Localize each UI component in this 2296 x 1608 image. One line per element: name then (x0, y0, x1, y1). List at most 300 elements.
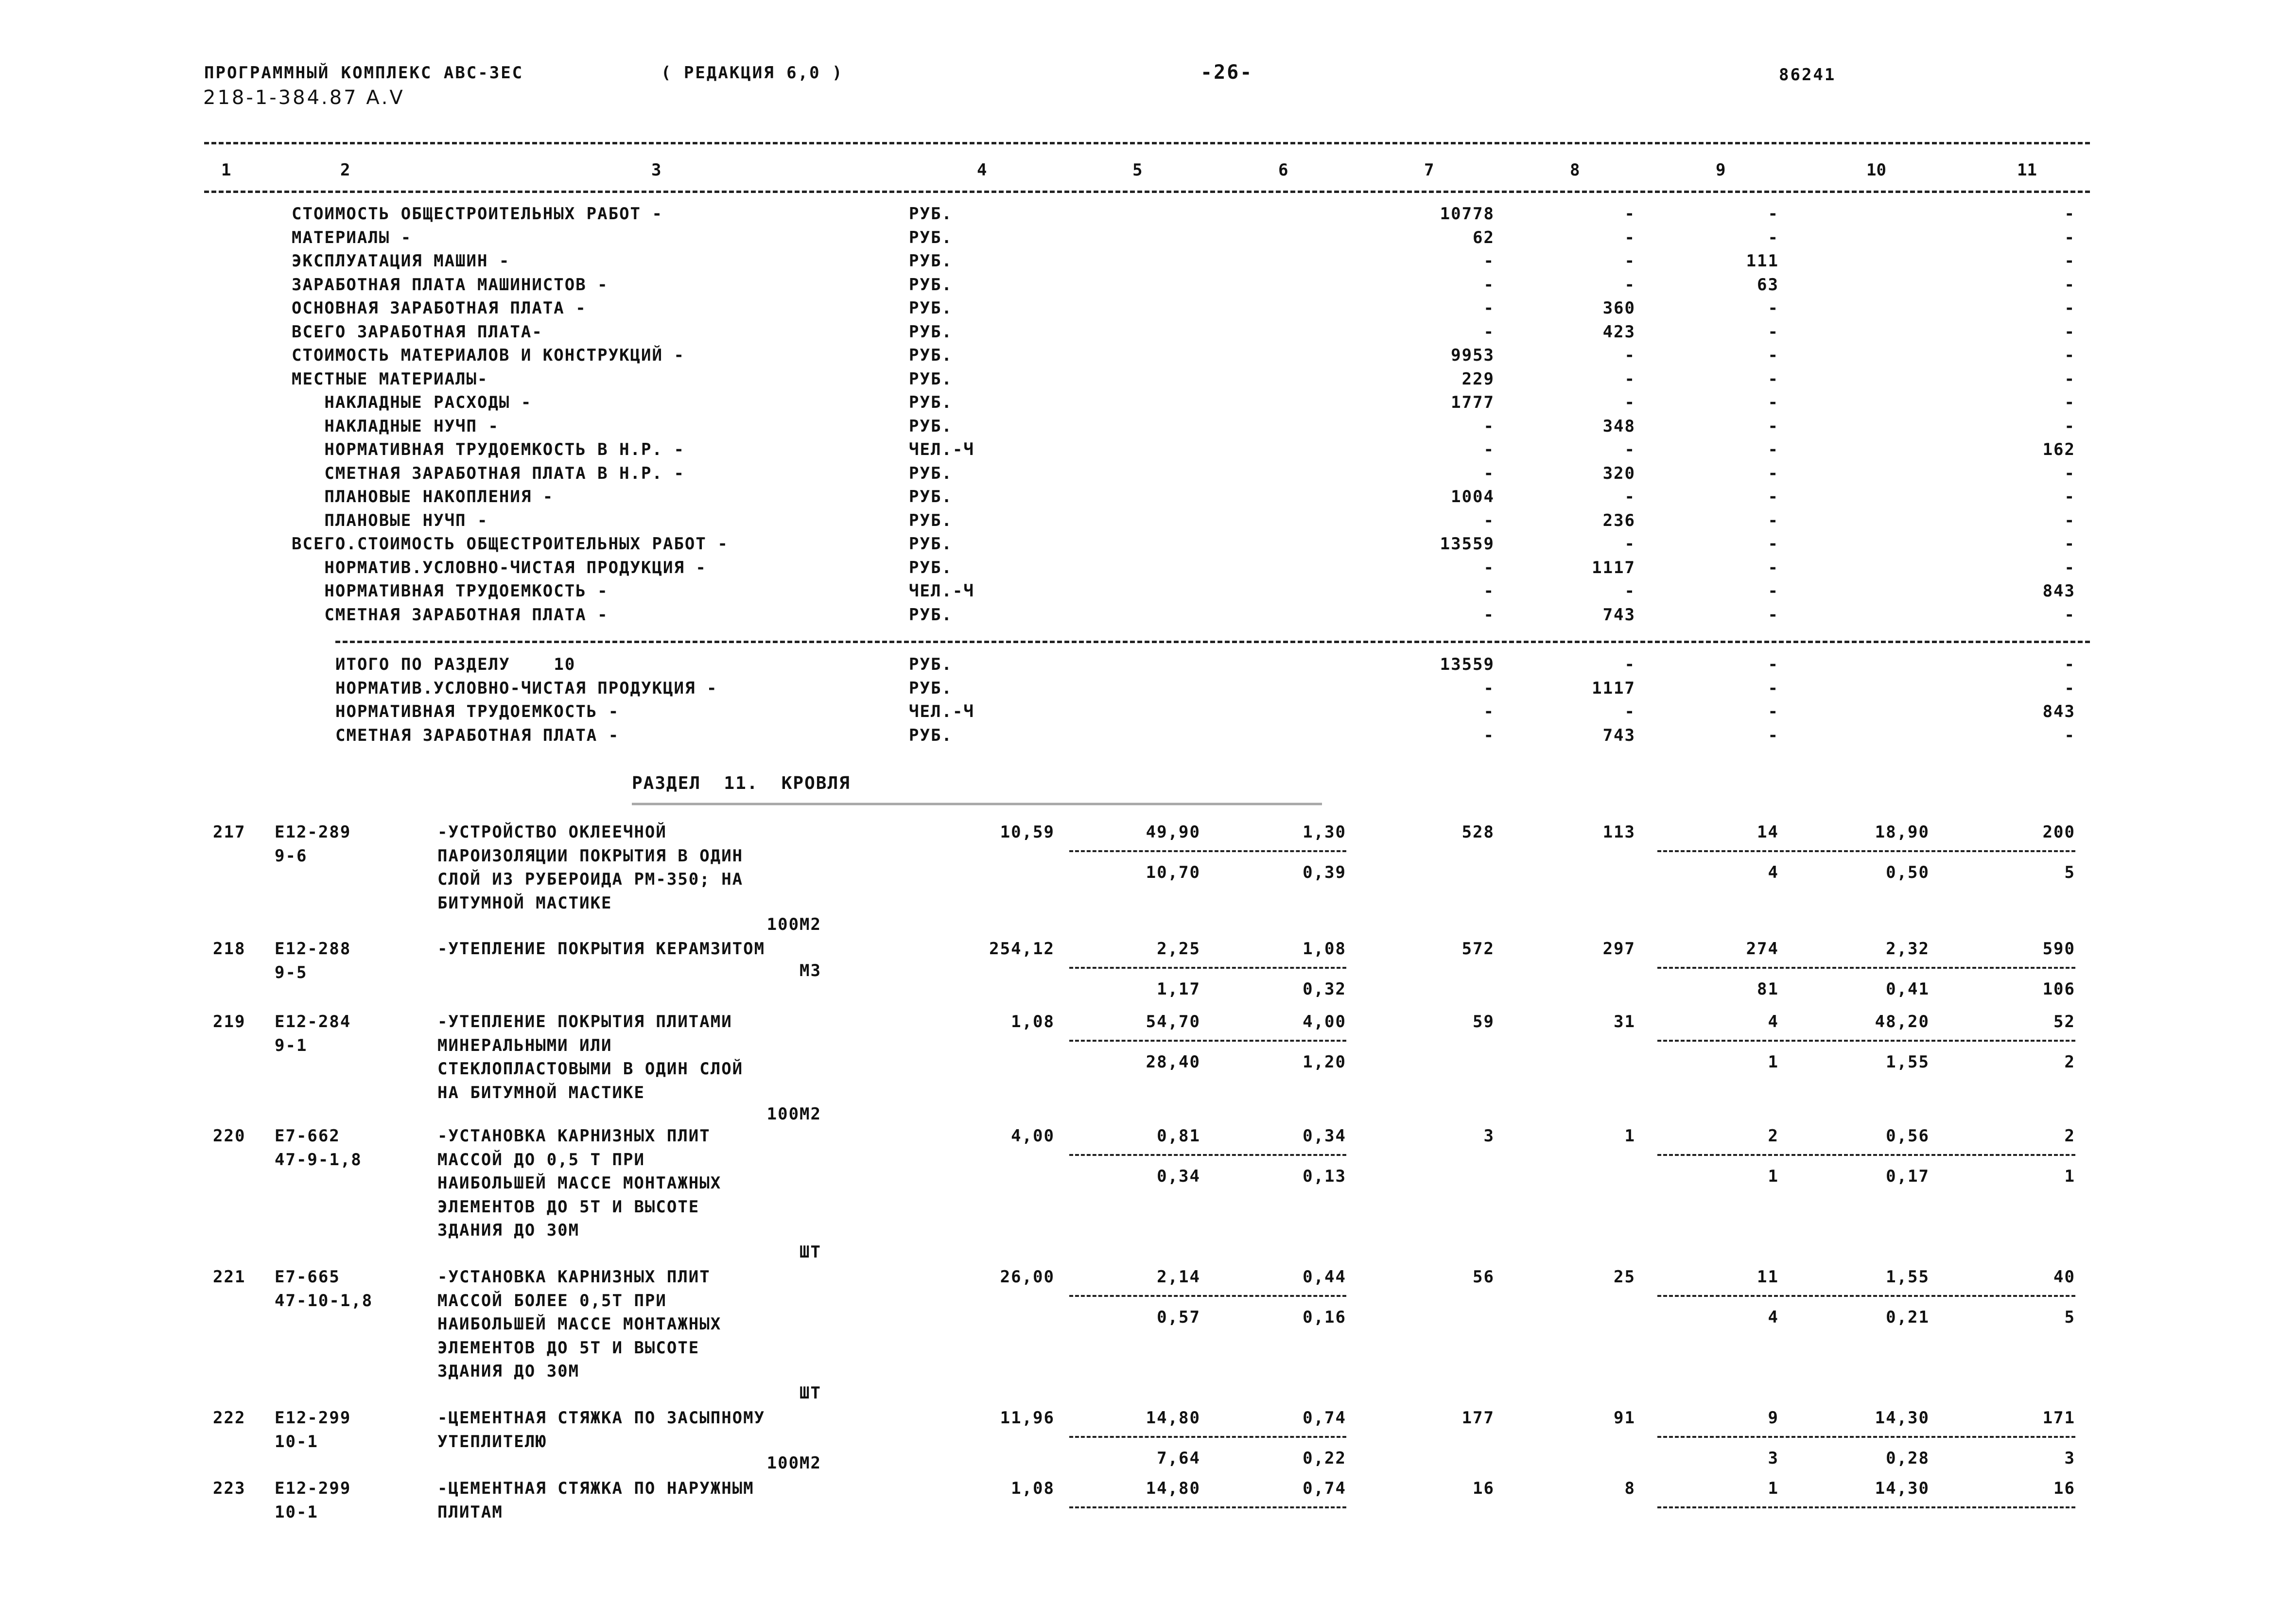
item-unit: 100М2 (766, 1453, 821, 1473)
summary-col11: - (2064, 416, 2075, 436)
summary-col11: 843 (2042, 581, 2075, 601)
item-col6: 1,30 (1303, 822, 1346, 842)
summary-label: ЗАРАБОТНАЯ ПЛАТА МАШИНИСТОВ - (292, 275, 609, 295)
item-col5: 0,81 (1157, 1126, 1200, 1146)
column-header-6: 6 (1278, 160, 1288, 180)
summary-col8: - (1624, 251, 1635, 271)
summary-label: СТОИМОСТЬ МАТЕРИАЛОВ И КОНСТРУКЦИЙ - (292, 346, 685, 365)
item-description-line: ЗДАНИЯ ДО 30М (437, 1362, 580, 1381)
item-col9-sub: 1 (1768, 1052, 1779, 1072)
item-description-line: ЭЛЕМЕНТОВ ДО 5Т И ВЫСОТЕ (437, 1197, 700, 1217)
item-number: 222 (213, 1408, 246, 1428)
summary-label: СМЕТНАЯ ЗАРАБОТНАЯ ПЛАТА В Н.Р. - (292, 463, 685, 483)
section-title-underline (632, 803, 1322, 807)
item-col7: 572 (1461, 939, 1495, 959)
item-col5-sub: 28,40 (1146, 1052, 1200, 1072)
summary-label: ПЛАНОВЫЕ НУЧП - (292, 510, 488, 530)
summary-col8: - (1624, 581, 1635, 601)
item-subrule-left (1069, 1436, 1346, 1438)
item-col5-sub: 10,70 (1146, 863, 1200, 882)
item-number: 220 (213, 1126, 246, 1146)
item-col6: 0,74 (1303, 1408, 1346, 1428)
item-subrule-right (1657, 1295, 2075, 1297)
summary-col8: - (1624, 346, 1635, 365)
item-col6-sub: 0,39 (1303, 863, 1346, 882)
summary-unit: РУБ. (909, 251, 953, 271)
total-col8: 743 (1602, 725, 1635, 745)
total-col8: - (1624, 655, 1635, 674)
summary-unit: РУБ. (909, 322, 953, 342)
item-qty: 254,12 (989, 939, 1055, 959)
item-col9-sub: 81 (1757, 979, 1779, 999)
item-col8: 8 (1624, 1479, 1635, 1498)
summary-unit: РУБ. (909, 463, 953, 483)
total-label: СМЕТНАЯ ЗАРАБОТНАЯ ПЛАТА - (335, 725, 620, 745)
summary-col11: - (2064, 534, 2075, 554)
item-subrule-right (1657, 967, 2075, 969)
item-description-line: ПЛИТАМ (437, 1502, 503, 1522)
item-description-line: НАИБОЛЬШЕЙ МАССЕ МОНТАЖНЫХ (437, 1314, 722, 1334)
document-code: 86241 (1779, 65, 1836, 85)
summary-col7: 1777 (1451, 393, 1495, 412)
summary-col11: - (2064, 346, 2075, 365)
summary-col7: - (1483, 463, 1495, 483)
header-rule-top (204, 142, 2090, 144)
total-col8: - (1624, 702, 1635, 721)
summary-col8: 743 (1602, 605, 1635, 625)
summary-col9: - (1768, 416, 1779, 436)
item-qty: 26,00 (1000, 1267, 1055, 1287)
item-col9: 14 (1757, 822, 1779, 842)
item-col6-sub: 0,22 (1303, 1449, 1346, 1468)
item-subrule-right (1657, 1154, 2075, 1156)
item-col5: 14,80 (1146, 1479, 1200, 1498)
item-col9: 1 (1768, 1479, 1779, 1498)
summary-unit: РУБ. (909, 605, 953, 625)
summary-col8: - (1624, 440, 1635, 459)
item-subrule-right (1657, 1436, 2075, 1438)
item-col7: 56 (1473, 1267, 1495, 1287)
item-col10: 48,20 (1875, 1012, 1930, 1031)
item-description-line: СТЕКЛОПЛАСТОВЫМИ В ОДИН СЛОЙ (437, 1059, 744, 1079)
total-col11: - (2064, 655, 2075, 674)
item-col11-sub: 1 (2064, 1167, 2075, 1186)
summary-col11: 162 (2042, 440, 2075, 459)
summary-unit: РУБ. (909, 298, 953, 318)
total-unit: ЧЕЛ.-Ч (909, 702, 974, 721)
item-code: Е12-289 (275, 822, 351, 842)
item-col7: 3 (1483, 1126, 1495, 1146)
item-col5: 2,14 (1157, 1267, 1200, 1287)
summary-label: НАКЛАДНЫЕ НУЧП - (292, 416, 499, 436)
total-col11: - (2064, 678, 2075, 698)
summary-unit: РУБ. (909, 393, 953, 412)
summary-unit: ЧЕЛ.-Ч (909, 581, 974, 601)
item-code: Е12-284 (275, 1012, 351, 1031)
summary-col9: - (1768, 322, 1779, 342)
item-col7: 528 (1461, 822, 1495, 842)
total-col11: - (2064, 725, 2075, 745)
item-qty: 10,59 (1000, 822, 1055, 842)
summary-col8: 320 (1602, 463, 1635, 483)
item-col6-sub: 0,32 (1303, 979, 1346, 999)
item-subrule-left (1069, 1040, 1346, 1042)
item-description-line: -УСТАНОВКА КАРНИЗНЫХ ПЛИТ (437, 1267, 711, 1287)
item-number: 219 (213, 1012, 246, 1031)
summary-col7: - (1483, 510, 1495, 530)
item-number: 217 (213, 822, 246, 842)
total-col7: - (1483, 702, 1495, 721)
item-subrule-left (1069, 1506, 1346, 1508)
item-qty: 4,00 (1011, 1126, 1055, 1146)
item-code: Е12-299 (275, 1479, 351, 1498)
summary-col11: - (2064, 298, 2075, 318)
item-col6-sub: 0,16 (1303, 1308, 1346, 1327)
item-col10: 14,30 (1875, 1479, 1930, 1498)
summary-col8: - (1624, 487, 1635, 507)
total-col11: 843 (2042, 702, 2075, 721)
summary-col9: - (1768, 558, 1779, 577)
item-description-line: СЛОЙ ИЗ РУБЕРОИДА РМ-350; НА (437, 870, 744, 889)
total-col7: - (1483, 725, 1495, 745)
item-col9-sub: 4 (1768, 1308, 1779, 1327)
item-col9: 2 (1768, 1126, 1779, 1146)
summary-col9: - (1768, 369, 1779, 389)
item-col5-sub: 7,64 (1157, 1449, 1200, 1468)
item-description-line: -ЦЕМЕНТНАЯ СТЯЖКА ПО ЗАСЫПНОМУ (437, 1408, 765, 1428)
summary-unit: РУБ. (909, 487, 953, 507)
item-col5-sub: 0,57 (1157, 1308, 1200, 1327)
summary-label: ПЛАНОВЫЕ НАКОПЛЕНИЯ - (292, 487, 554, 507)
summary-unit: РУБ. (909, 558, 953, 577)
item-col6-sub: 1,20 (1303, 1052, 1346, 1072)
item-col11: 16 (2053, 1479, 2075, 1498)
summary-col9: - (1768, 581, 1779, 601)
item-col11: 52 (2053, 1012, 2075, 1031)
item-description-line: УТЕПЛИТЕЛЮ (437, 1432, 547, 1451)
total-unit: РУБ. (909, 678, 953, 698)
total-unit: РУБ. (909, 725, 953, 745)
summary-col9: - (1768, 510, 1779, 530)
item-col8: 1 (1624, 1126, 1635, 1146)
summary-col7: - (1483, 581, 1495, 601)
item-col10: 2,32 (1886, 939, 1930, 959)
item-col10-sub: 1,55 (1886, 1052, 1930, 1072)
item-subrule-left (1069, 967, 1346, 969)
total-col7: - (1483, 678, 1495, 698)
total-col7: 13559 (1440, 655, 1495, 674)
column-header-2: 2 (340, 160, 350, 180)
item-subrule-right (1657, 1040, 2075, 1042)
program-name: ПРОГРАММНЫЙ КОМПЛЕКС АВС-3ЕС (204, 63, 524, 83)
summary-col7: 10778 (1440, 204, 1495, 224)
summary-label: СТОИМОСТЬ ОБЩЕСТРОИТЕЛЬНЫХ РАБОТ - (292, 204, 663, 224)
item-description-line: МАССОЙ БОЛЕЕ 0,5Т ПРИ (437, 1291, 667, 1311)
column-header-4: 4 (977, 160, 987, 180)
item-description-line: ПАРОИЗОЛЯЦИИ ПОКРЫТИЯ В ОДИН (437, 846, 744, 866)
item-col7: 177 (1461, 1408, 1495, 1428)
item-unit: ШТ (800, 1242, 821, 1262)
item-number: 221 (213, 1267, 246, 1287)
column-header-11: 11 (2017, 160, 2037, 180)
total-col9: - (1768, 725, 1779, 745)
summary-unit: РУБ. (909, 369, 953, 389)
item-unit: ШТ (800, 1383, 821, 1403)
summary-label: ЭКСПЛУАТАЦИЯ МАШИН - (292, 251, 510, 271)
summary-label: ВСЕГО ЗАРАБОТНАЯ ПЛАТА- (292, 322, 543, 342)
total-col8: 1117 (1592, 678, 1635, 698)
summary-col8: - (1624, 227, 1635, 247)
item-col5-sub: 1,17 (1157, 979, 1200, 999)
item-code-sub: 47-10-1,8 (275, 1291, 373, 1311)
item-description-line: ЭЛЕМЕНТОВ ДО 5Т И ВЫСОТЕ (437, 1338, 700, 1358)
item-col8: 91 (1614, 1408, 1635, 1428)
summary-col11: - (2064, 275, 2075, 295)
edition-label: ( РЕДАКЦИЯ 6,0 ) (661, 63, 844, 83)
item-subrule-left (1069, 850, 1346, 852)
item-col9: 11 (1757, 1267, 1779, 1287)
item-col9: 274 (1746, 939, 1779, 959)
item-description-line: -УТЕПЛЕНИЕ ПОКРЫТИЯ КЕРАМЗИТОМ (437, 939, 765, 959)
item-col10: 1,55 (1886, 1267, 1930, 1287)
item-qty: 1,08 (1011, 1012, 1055, 1031)
column-header-7: 7 (1424, 160, 1434, 180)
item-col5-sub: 0,34 (1157, 1167, 1200, 1186)
summary-col11: - (2064, 510, 2075, 530)
column-header-8: 8 (1570, 160, 1580, 180)
item-col7: 59 (1473, 1012, 1495, 1031)
handwritten-reference: 218-1-384.87 А.V (203, 87, 405, 109)
item-description-line: ЗДАНИЯ ДО 30М (437, 1221, 580, 1240)
item-description-line: -УСТРОЙСТВО ОКЛЕЕЧНОЙ (437, 822, 667, 842)
summary-col8: - (1624, 369, 1635, 389)
summary-col8: 236 (1602, 510, 1635, 530)
total-label: ИТОГО ПО РАЗДЕЛУ 10 (335, 655, 576, 674)
summary-col7: 1004 (1451, 487, 1495, 507)
item-col8: 113 (1602, 822, 1635, 842)
item-col11-sub: 2 (2064, 1052, 2075, 1072)
column-header-10: 10 (1866, 160, 1886, 180)
item-col9-sub: 4 (1768, 863, 1779, 882)
item-subrule-right (1657, 850, 2075, 852)
item-code-sub: 10-1 (275, 1502, 318, 1522)
item-description-line: -ЦЕМЕНТНАЯ СТЯЖКА ПО НАРУЖНЫМ (437, 1479, 754, 1498)
summary-col9: 63 (1757, 275, 1779, 295)
summary-col8: - (1624, 204, 1635, 224)
item-col10: 0,56 (1886, 1126, 1930, 1146)
item-description-line: МАССОЙ ДО 0,5 Т ПРИ (437, 1150, 645, 1170)
summary-col11: - (2064, 227, 2075, 247)
column-header-9: 9 (1716, 160, 1726, 180)
summary-label: МЕСТНЫЕ МАТЕРИАЛЫ- (292, 369, 488, 389)
column-header-3: 3 (651, 160, 661, 180)
summary-label: МАТЕРИАЛЫ - (292, 227, 412, 247)
item-col11-sub: 5 (2064, 863, 2075, 882)
summary-col11: - (2064, 369, 2075, 389)
item-number: 218 (213, 939, 246, 959)
item-description-line: БИТУМНОЙ МАСТИКЕ (437, 893, 612, 913)
summary-col7: 9953 (1451, 346, 1495, 365)
item-col5: 49,90 (1146, 822, 1200, 842)
summary-col9: 111 (1746, 251, 1779, 271)
summary-col9: - (1768, 463, 1779, 483)
item-col11: 171 (2042, 1408, 2075, 1428)
item-col10: 14,30 (1875, 1408, 1930, 1428)
summary-unit: ЧЕЛ.-Ч (909, 440, 974, 459)
summary-col9: - (1768, 346, 1779, 365)
item-description-line: -УТЕПЛЕНИЕ ПОКРЫТИЯ ПЛИТАМИ (437, 1012, 732, 1031)
item-col5: 54,70 (1146, 1012, 1200, 1031)
summary-col9: - (1768, 534, 1779, 554)
summary-unit: РУБ. (909, 510, 953, 530)
header-rule-bottom (204, 191, 2090, 193)
item-col8: 31 (1614, 1012, 1635, 1031)
item-col9-sub: 1 (1768, 1167, 1779, 1186)
summary-label: ВСЕГО.СТОИМОСТЬ ОБЩЕСТРОИТЕЛЬНЫХ РАБОТ - (292, 534, 729, 554)
item-description-line: МИНЕРАЛЬНЫМИ ИЛИ (437, 1035, 612, 1055)
item-qty: 11,96 (1000, 1408, 1055, 1428)
summary-col8: - (1624, 534, 1635, 554)
summary-col11: - (2064, 487, 2075, 507)
total-col9: - (1768, 678, 1779, 698)
summary-col8: 360 (1602, 298, 1635, 318)
item-unit: 100М2 (766, 915, 821, 934)
item-description-line: НАИБОЛЬШЕЙ МАССЕ МОНТАЖНЫХ (437, 1173, 722, 1193)
summary-label: СМЕТНАЯ ЗАРАБОТНАЯ ПЛАТА - (292, 605, 609, 625)
summary-col9: - (1768, 605, 1779, 625)
column-header-5: 5 (1132, 160, 1143, 180)
summary-col9: - (1768, 487, 1779, 507)
item-col10-sub: 0,41 (1886, 979, 1930, 999)
item-code-sub: 9-5 (275, 962, 308, 982)
item-col11: 590 (2042, 939, 2075, 959)
item-col8: 25 (1614, 1267, 1635, 1287)
item-col6: 1,08 (1303, 939, 1346, 959)
summary-col11: - (2064, 393, 2075, 412)
item-col5: 2,25 (1157, 939, 1200, 959)
summary-col11: - (2064, 251, 2075, 271)
item-code-sub: 47-9-1,8 (275, 1150, 362, 1170)
summary-col7: - (1483, 275, 1495, 295)
item-unit: М3 (800, 961, 821, 980)
item-subrule-left (1069, 1154, 1346, 1156)
item-col10-sub: 0,17 (1886, 1167, 1930, 1186)
item-description-line: -УСТАНОВКА КАРНИЗНЫХ ПЛИТ (437, 1126, 711, 1146)
summary-col9: - (1768, 393, 1779, 412)
item-col11-sub: 3 (2064, 1449, 2075, 1468)
total-unit: РУБ. (909, 655, 953, 674)
summary-label: НАКЛАДНЫЕ РАСХОДЫ - (292, 393, 532, 412)
summary-col7: - (1483, 416, 1495, 436)
summary-col7: 13559 (1440, 534, 1495, 554)
item-col10-sub: 0,21 (1886, 1308, 1930, 1327)
item-code-sub: 9-1 (275, 1035, 308, 1055)
total-col9: - (1768, 655, 1779, 674)
summary-col9: - (1768, 440, 1779, 459)
total-label: НОРМАТИВ.УСЛОВНО-ЧИСТАЯ ПРОДУКЦИЯ - (335, 678, 718, 698)
summary-col8: 348 (1602, 416, 1635, 436)
summary-col8: - (1624, 275, 1635, 295)
item-code: Е12-299 (275, 1408, 351, 1428)
summary-col11: - (2064, 322, 2075, 342)
section-title: РАЗДЕЛ 11. КРОВЛЯ (632, 773, 851, 793)
summary-col7: 229 (1461, 369, 1495, 389)
item-col9: 9 (1768, 1408, 1779, 1428)
item-col6: 0,74 (1303, 1479, 1346, 1498)
item-col7: 16 (1473, 1479, 1495, 1498)
summary-col7: 62 (1473, 227, 1495, 247)
summary-col11: - (2064, 558, 2075, 577)
item-col10: 18,90 (1875, 822, 1930, 842)
item-col6: 0,44 (1303, 1267, 1346, 1287)
item-code-sub: 9-6 (275, 846, 308, 866)
item-qty: 1,08 (1011, 1479, 1055, 1498)
summary-unit: РУБ. (909, 204, 953, 224)
item-col11: 2 (2064, 1126, 2075, 1146)
page-number: -26- (1200, 61, 1253, 84)
summary-col9: - (1768, 298, 1779, 318)
summary-label: НОРМАТИВ.УСЛОВНО-ЧИСТАЯ ПРОДУКЦИЯ - (292, 558, 707, 577)
summary-col7: - (1483, 605, 1495, 625)
summary-unit: РУБ. (909, 346, 953, 365)
summary-unit: РУБ. (909, 534, 953, 554)
item-col8: 297 (1602, 939, 1635, 959)
summary-col7: - (1483, 440, 1495, 459)
summary-col11: - (2064, 204, 2075, 224)
item-description-line: НА БИТУМНОЙ МАСТИКЕ (437, 1083, 645, 1102)
item-code: Е7-662 (275, 1126, 340, 1146)
summary-label: НОРМАТИВНАЯ ТРУДОЕМКОСТЬ В Н.Р. - (292, 440, 685, 459)
item-code-sub: 10-1 (275, 1432, 318, 1451)
item-subrule-left (1069, 1295, 1346, 1297)
summary-col7: - (1483, 322, 1495, 342)
item-col11: 40 (2053, 1267, 2075, 1287)
item-col10-sub: 0,28 (1886, 1449, 1930, 1468)
item-subrule-right (1657, 1506, 2075, 1508)
summary-label: ОСНОВНАЯ ЗАРАБОТНАЯ ПЛАТА - (292, 298, 587, 318)
column-header-1: 1 (221, 160, 231, 180)
item-unit: 100М2 (766, 1104, 821, 1124)
item-code: Е7-665 (275, 1267, 340, 1287)
item-col5: 14,80 (1146, 1408, 1200, 1428)
summary-col8: - (1624, 393, 1635, 412)
summary-unit: РУБ. (909, 275, 953, 295)
item-number: 223 (213, 1479, 246, 1498)
summary-col8: 423 (1602, 322, 1635, 342)
summary-unit: РУБ. (909, 416, 953, 436)
summary-col7: - (1483, 558, 1495, 577)
summary-col9: - (1768, 227, 1779, 247)
summary-col8: 1117 (1592, 558, 1635, 577)
summary-col9: - (1768, 204, 1779, 224)
total-label: НОРМАТИВНАЯ ТРУДОЕМКОСТЬ - (335, 702, 620, 721)
summary-unit: РУБ. (909, 227, 953, 247)
summary-col7: - (1483, 298, 1495, 318)
item-code: Е12-288 (275, 939, 351, 959)
item-col6: 0,34 (1303, 1126, 1346, 1146)
summary-col11: - (2064, 605, 2075, 625)
summary-col11: - (2064, 463, 2075, 483)
summary-col7: - (1483, 251, 1495, 271)
item-col11-sub: 5 (2064, 1308, 2075, 1327)
item-col9-sub: 3 (1768, 1449, 1779, 1468)
summary-label: НОРМАТИВНАЯ ТРУДОЕМКОСТЬ - (292, 581, 609, 601)
item-col6-sub: 0,13 (1303, 1167, 1346, 1186)
section-total-rule (335, 641, 2090, 643)
item-col9: 4 (1768, 1012, 1779, 1031)
item-col10-sub: 0,50 (1886, 863, 1930, 882)
item-col11-sub: 106 (2042, 979, 2075, 999)
